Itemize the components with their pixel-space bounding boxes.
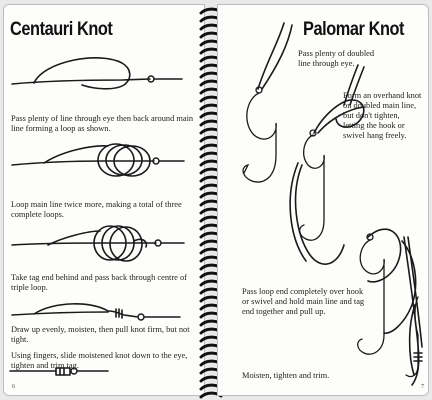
- centauri-step-2-text: Loop main line twice more, making a total of three complete loops.: [11, 200, 182, 219]
- palomar-step-4-illustration: [406, 297, 422, 377]
- right-page: [217, 4, 429, 396]
- right-page-number: 7: [421, 384, 424, 390]
- palomar-step-1-illustration: [243, 23, 292, 182]
- palomar-step-4-text: Moisten, tighten and trim.: [242, 371, 330, 380]
- palomar-step-1-text: Pass plenty of doubled line through eye.: [298, 49, 375, 68]
- centauri-step-1-text: Pass plenty of line through eye then back around main line forming a loop as shown.: [11, 114, 194, 133]
- centauri-step-5-text: Using fingers, slide moistened knot down to the eye, tighten and trim tag.: [11, 351, 188, 370]
- palomar-knot-title: Palomar Knot: [303, 19, 405, 40]
- left-page-number: 6: [12, 384, 15, 390]
- centauri-step-1-illustration: [12, 58, 182, 89]
- left-page: [3, 4, 205, 396]
- palomar-step-3-text: Pass loop end completely over hook or swivel and hold main line and tag end together and pull up.: [242, 287, 365, 316]
- centauri-knot-title: Centauri Knot: [10, 19, 113, 40]
- centauri-step-4-text: Draw up evenly, moisten, then pull knot firm, but not tight.: [11, 325, 190, 344]
- centauri-step-3-text: Take tag end behind and pass back through centre of triple loop.: [11, 273, 187, 292]
- centauri-step-2-illustration: [12, 144, 184, 176]
- centauri-step-3-illustration: [12, 226, 184, 261]
- centauri-step-4-illustration: [12, 304, 180, 320]
- palomar-step-2-text: Form an overhand knot on doubled main line, but don't tighten, letting the hook or swivel hang freely.: [343, 91, 422, 140]
